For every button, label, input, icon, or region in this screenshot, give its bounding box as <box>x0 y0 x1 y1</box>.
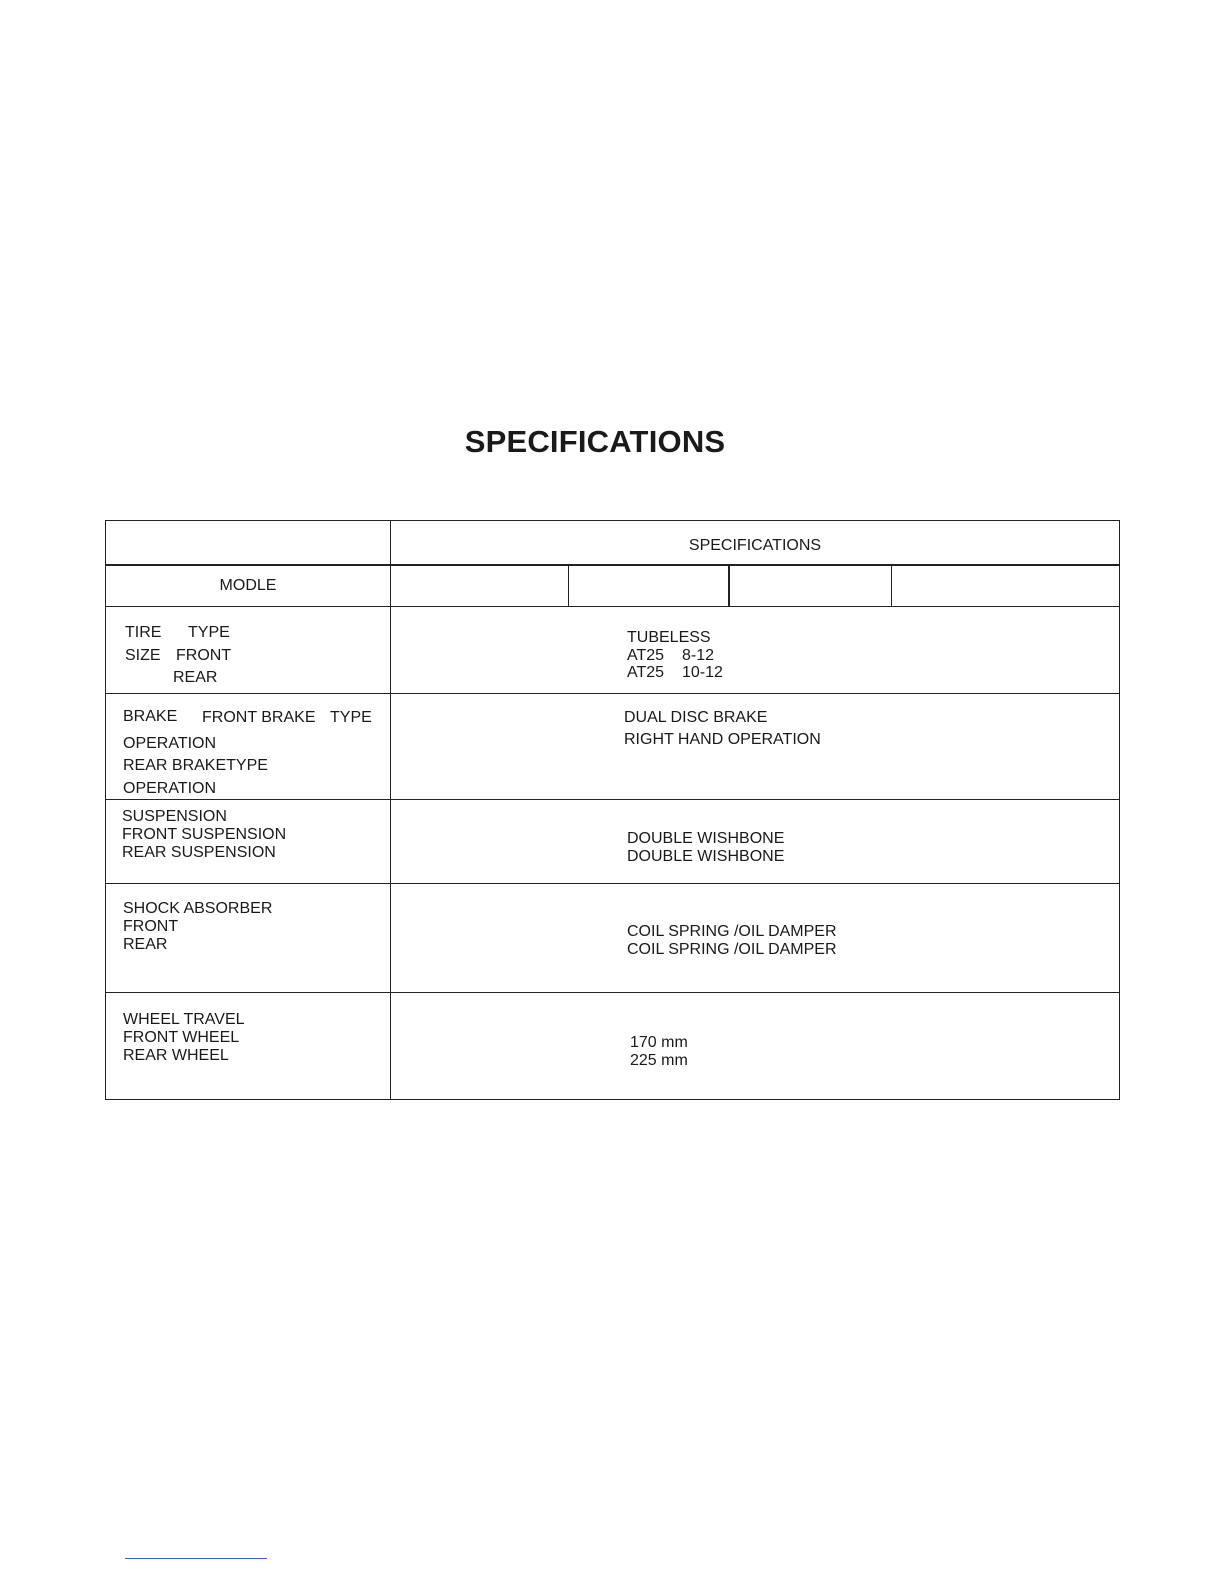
tire-rear-label: REAR <box>173 669 218 686</box>
model-cell-divider <box>728 565 730 607</box>
front-brake-type-label: TYPE <box>330 709 372 726</box>
shock-front-value: COIL SPRING /OIL DAMPER <box>627 923 837 940</box>
suspension-label: SUSPENSION <box>122 808 227 825</box>
tire-label: TIRE <box>125 624 162 641</box>
rear-brake-operation-label: OPERATION <box>123 780 217 797</box>
shock-rear-label: REAR <box>123 936 168 953</box>
model-cell-divider <box>568 565 569 607</box>
rear-wheel-label: REAR WHEEL <box>123 1047 229 1064</box>
rear-wheel-travel-value: 225 mm <box>630 1052 688 1069</box>
brake-operation-value: RIGHT HAND OPERATION <box>624 731 821 748</box>
front-suspension-label: FRONT SUSPENSION <box>122 826 287 843</box>
table-rule <box>106 693 1119 694</box>
wheel-travel-label: WHEEL TRAVEL <box>123 1011 245 1028</box>
tire-front-size: 8-12 <box>682 647 715 664</box>
table-rule <box>106 992 1119 993</box>
shock-front-label: FRONT <box>123 918 179 935</box>
model-label: MODLE <box>219 577 277 594</box>
tire-type-value: TUBELESS <box>627 629 711 646</box>
tire-front-model: AT25 <box>627 647 665 664</box>
page-title: SPECIFICATIONS <box>464 424 726 459</box>
rear-brake-type-label: REAR BRAKETYPE <box>123 757 268 774</box>
front-wheel-travel-value: 170 mm <box>630 1034 688 1051</box>
table-rule <box>106 883 1119 884</box>
brake-label: BRAKE <box>123 708 178 725</box>
model-cell-divider <box>891 565 892 607</box>
brake-type-value: DUAL DISC BRAKE <box>624 709 768 726</box>
tire-rear-size: 10-12 <box>682 664 723 681</box>
tire-front-label: FRONT <box>176 647 232 664</box>
table-rule <box>106 606 1119 607</box>
front-wheel-label: FRONT WHEEL <box>123 1029 240 1046</box>
shock-rear-value: COIL SPRING /OIL DAMPER <box>627 941 837 958</box>
tire-rear-model: AT25 <box>627 664 665 681</box>
footer-rule <box>125 1558 267 1559</box>
front-brake-operation-label: OPERATION <box>123 735 217 752</box>
table-rule <box>106 564 1119 566</box>
tire-type-label: TYPE <box>188 624 230 641</box>
specifications-header: SPECIFICATIONS <box>688 537 822 554</box>
table-column-divider <box>390 521 391 1099</box>
rear-suspension-value: DOUBLE WISHBONE <box>627 848 785 865</box>
specifications-table <box>105 520 1120 1100</box>
front-suspension-value: DOUBLE WISHBONE <box>627 830 785 847</box>
shock-absorber-label: SHOCK ABSORBER <box>123 900 273 917</box>
table-rule <box>106 799 1119 800</box>
front-brake-label: FRONT BRAKE <box>202 709 316 726</box>
rear-suspension-label: REAR SUSPENSION <box>122 844 276 861</box>
tire-size-label: SIZE <box>125 647 161 664</box>
